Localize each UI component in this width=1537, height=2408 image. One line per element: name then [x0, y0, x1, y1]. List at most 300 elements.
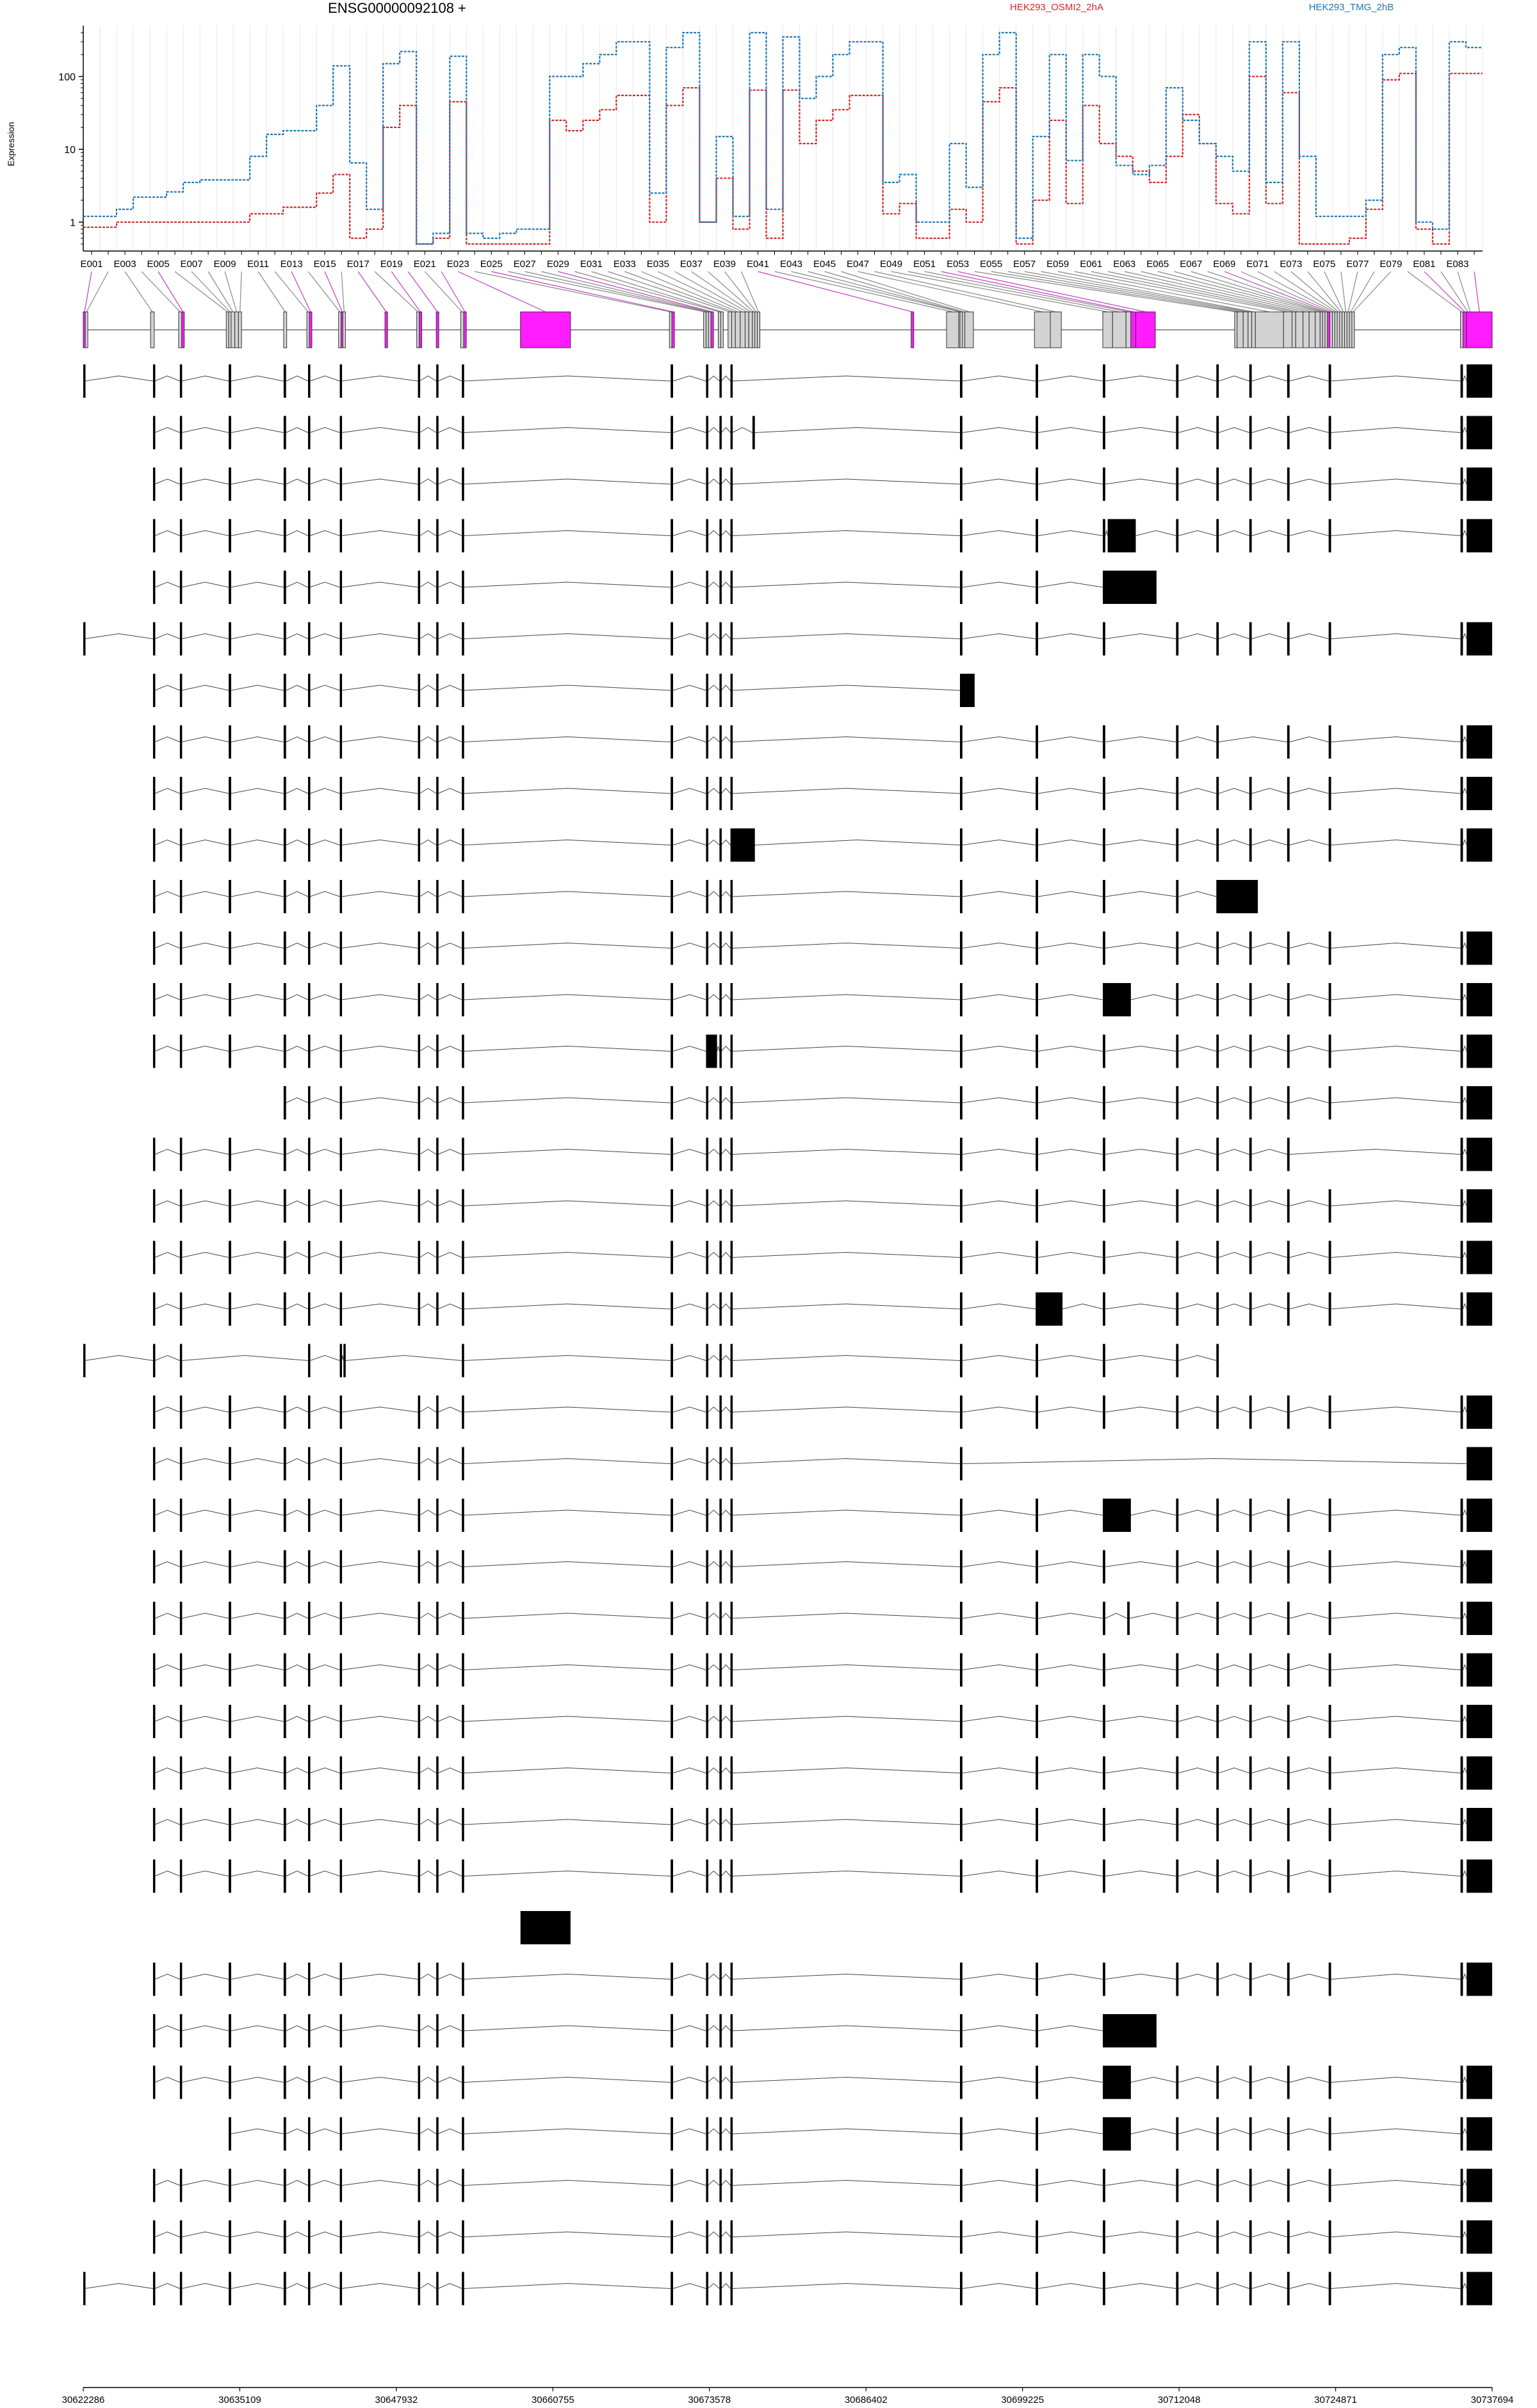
- transcript-exon: [1103, 726, 1105, 759]
- transcript-exon: [960, 1860, 963, 1893]
- intron-line: [1331, 376, 1460, 381]
- transcript-exon: [229, 2272, 231, 2306]
- transcript-track: [153, 777, 1492, 810]
- transcript-exon: [1467, 622, 1492, 656]
- transcript-exon: [1176, 1550, 1178, 1584]
- intron-line: [464, 1510, 671, 1515]
- intron-line: [438, 943, 462, 948]
- transcript-exon: [731, 416, 733, 450]
- intron-line: [708, 685, 719, 690]
- transcript-exon: [706, 2220, 708, 2254]
- transcript-exon: [706, 1086, 708, 1119]
- expression-plot: [58, 26, 1483, 270]
- connector-E021: [425, 272, 462, 312]
- intron-line: [1105, 737, 1176, 742]
- transcript-exon: [229, 519, 231, 553]
- intron-line: [1038, 2181, 1103, 2186]
- transcript-exon: [436, 1086, 439, 1119]
- transcript-exon: [340, 880, 343, 913]
- connector-E084: [1474, 272, 1479, 312]
- intron-line: [1105, 1613, 1127, 1618]
- intron-line: [286, 1871, 308, 1876]
- transcript-exon: [719, 726, 722, 759]
- transcript-exon: [340, 1189, 343, 1223]
- transcript-exon: [960, 1447, 963, 1481]
- intron-line: [963, 1974, 1036, 1980]
- intron-line: [708, 582, 719, 587]
- transcript-exon: [340, 829, 343, 862]
- intron-line: [231, 634, 284, 639]
- transcript-exon: [229, 932, 231, 965]
- transcript-exon: [731, 880, 733, 913]
- intron-line: [708, 1098, 719, 1103]
- transcript-exon: [436, 1241, 439, 1274]
- transcript-exon: [706, 2014, 708, 2047]
- transcript-exon: [284, 1602, 286, 1635]
- transcript-exon: [1467, 2066, 1492, 2099]
- intron-line: [732, 1304, 960, 1309]
- intron-line: [673, 1510, 706, 1515]
- transcript-exon: [340, 1035, 343, 1068]
- intron-line: [1290, 1716, 1329, 1721]
- transcript-exon: [1216, 2169, 1219, 2202]
- intron-line: [1038, 531, 1103, 536]
- transcript-exon: [284, 1086, 286, 1119]
- intron-line: [231, 737, 284, 742]
- intron-line: [341, 1871, 418, 1876]
- transcript-exon: [153, 674, 156, 707]
- intron-line: [438, 1253, 462, 1258]
- transcript-exon: [229, 726, 231, 759]
- intron-line: [963, 2129, 1036, 2134]
- transcript-exon: [1216, 932, 1219, 965]
- transcript-exon: [436, 1138, 439, 1171]
- transcript-exon: [1467, 1602, 1492, 1635]
- transcript-exon: [229, 1550, 231, 1584]
- intron-line: [286, 1819, 308, 1825]
- intron-line: [155, 2181, 180, 2186]
- intron-line: [708, 1562, 719, 1567]
- transcript-exon: [719, 1705, 722, 1738]
- transcript-exon: [719, 1138, 722, 1171]
- intron-line: [673, 1304, 706, 1309]
- transcript-exon: [229, 468, 231, 501]
- intron-line: [1290, 2232, 1329, 2237]
- exon-E031: [720, 312, 723, 348]
- transcript-exon: [706, 364, 708, 398]
- intron-line: [1331, 1613, 1460, 1618]
- transcript-exon: [436, 674, 439, 707]
- intron-line: [182, 2284, 229, 2289]
- transcript-track: [153, 1189, 1492, 1223]
- intron-line: [1290, 1974, 1329, 1980]
- transcript-exon: [706, 2117, 708, 2151]
- intron-line: [419, 737, 436, 742]
- intron-line: [1290, 840, 1329, 845]
- transcript-track: [153, 571, 1157, 604]
- intron-line: [721, 737, 730, 742]
- intron-line: [155, 634, 180, 639]
- intron-line: [1219, 1562, 1249, 1567]
- intron-line: [673, 479, 706, 484]
- intron-line: [963, 1304, 1036, 1309]
- transcript-exon: [229, 364, 231, 398]
- transcript-exon: [284, 416, 286, 450]
- transcript-exon: [340, 1860, 343, 1893]
- transcript-exon: [436, 1602, 439, 1635]
- transcript-exon: [462, 2220, 464, 2254]
- intron-line: [721, 2232, 730, 2237]
- transcript-exon: [229, 2117, 231, 2151]
- intron-line: [1038, 1150, 1103, 1155]
- intron-line: [1178, 2129, 1216, 2134]
- exon-E017: [385, 312, 387, 348]
- transcript-exon: [462, 1654, 464, 1687]
- transcript-exon: [308, 2272, 311, 2306]
- intron-line: [1290, 1768, 1329, 1773]
- transcript-exon: [418, 1550, 421, 1584]
- genomic-tick-label: 30712048: [1157, 2395, 1201, 2405]
- transcript-exon: [153, 777, 156, 810]
- transcript-track: [153, 1860, 1492, 1893]
- intron-line: [231, 1459, 284, 1464]
- transcript-track: [153, 1292, 1492, 1326]
- transcript-exon: [1329, 1035, 1331, 1068]
- intron-line: [85, 2284, 153, 2289]
- x-tick-label: E031: [580, 259, 603, 270]
- transcript-exon: [671, 1654, 673, 1687]
- transcript-track: [284, 1086, 1492, 1119]
- transcript-exon: [462, 1035, 464, 1068]
- intron-line: [464, 1201, 671, 1206]
- intron-line: [182, 1510, 229, 1515]
- intron-line: [1105, 2232, 1176, 2237]
- intron-line: [341, 1716, 418, 1721]
- intron-line: [1252, 1974, 1287, 1980]
- intron-line: [1105, 840, 1176, 845]
- transcript-exon: [340, 519, 343, 553]
- intron-line: [1178, 1665, 1216, 1670]
- transcript-exon: [229, 2169, 231, 2202]
- intron-line: [182, 1665, 229, 1670]
- intron-line: [721, 2026, 730, 2031]
- exon-E057: [1248, 312, 1252, 348]
- intron-line: [341, 891, 418, 897]
- transcript-track: [153, 1963, 1492, 1996]
- transcript-exon: [671, 1241, 673, 1274]
- transcript-exon: [418, 2272, 421, 2306]
- transcript-exon: [1036, 622, 1038, 656]
- transcript-exon: [180, 364, 183, 398]
- transcript-exon: [1036, 1292, 1062, 1326]
- intron-line: [708, 995, 719, 1000]
- intron-line: [732, 1768, 960, 1773]
- transcript-exon: [1249, 1808, 1252, 1841]
- transcript-exon: [1467, 1447, 1492, 1481]
- transcript-exon: [1216, 829, 1219, 862]
- exon-E005: [182, 312, 184, 348]
- transcript-exon: [1461, 1705, 1463, 1738]
- intron-line: [732, 1356, 960, 1361]
- transcript-exon: [153, 983, 156, 1016]
- intron-line: [310, 788, 340, 793]
- intron-line: [231, 891, 284, 897]
- transcript-exon: [418, 468, 421, 501]
- transcript-exon: [1036, 1035, 1038, 1068]
- transcript-exon: [83, 622, 86, 656]
- intron-line: [310, 2181, 340, 2186]
- intron-line: [438, 1716, 462, 1721]
- intron-line: [732, 737, 960, 742]
- intron-line: [1290, 1098, 1329, 1103]
- intron-line: [1038, 1974, 1103, 1980]
- transcript-exon: [180, 1705, 183, 1738]
- intron-line: [1178, 840, 1216, 845]
- transcript-exon: [340, 1395, 343, 1429]
- transcript-exon: [1329, 1499, 1331, 1532]
- transcript-exon: [1176, 1292, 1178, 1326]
- transcript-exon: [462, 364, 464, 398]
- intron-line: [708, 1819, 719, 1825]
- intron-line: [721, 1665, 730, 1670]
- intron-line: [341, 531, 418, 536]
- intron-line: [1219, 737, 1287, 742]
- transcript-exon: [731, 829, 755, 862]
- transcript-exon: [83, 2272, 86, 2306]
- intron-line: [1252, 2284, 1287, 2289]
- intron-line: [341, 479, 418, 484]
- transcript-exon: [706, 983, 708, 1016]
- intron-line: [231, 428, 284, 433]
- intron-line: [1252, 1562, 1287, 1567]
- intron-line: [1252, 1768, 1287, 1773]
- intron-line: [419, 2078, 436, 2083]
- intron-line: [1105, 1768, 1176, 1773]
- transcript-exon: [284, 1808, 286, 1841]
- transcript-exon: [731, 726, 733, 759]
- transcript-exon: [1103, 571, 1157, 604]
- intron-line: [1178, 1716, 1216, 1721]
- intron-line: [1252, 2129, 1287, 2134]
- transcript-exon: [340, 674, 343, 707]
- genomic-tick-label: 30686402: [844, 2395, 888, 2405]
- legend-label-osmi2: HEK293_OSMI2_2hA: [1010, 2, 1103, 13]
- transcript-exon: [229, 829, 231, 862]
- transcript-exon: [436, 1705, 439, 1738]
- intron-line: [310, 1974, 340, 1980]
- intron-line: [1038, 1201, 1103, 1206]
- transcript-track: [83, 622, 1492, 656]
- intron-line: [1105, 1356, 1176, 1361]
- transcript-exon: [180, 1550, 183, 1584]
- transcript-exon: [719, 622, 722, 656]
- transcript-exon: [1287, 1757, 1290, 1790]
- intron-line: [673, 582, 706, 587]
- transcript-exon: [731, 519, 733, 553]
- connector-E017: [358, 272, 386, 312]
- transcript-exon: [308, 1395, 311, 1429]
- transcript-exon: [719, 674, 722, 707]
- intron-line: [419, 1819, 436, 1825]
- transcript-exon: [1127, 1602, 1130, 1635]
- transcript-exon: [153, 1395, 156, 1429]
- intron-line: [438, 634, 462, 639]
- intron-line: [1331, 479, 1460, 484]
- intron-line: [708, 2181, 719, 2186]
- x-tick-label: E037: [679, 259, 703, 270]
- transcript-exon: [1461, 777, 1463, 810]
- intron-line: [1038, 840, 1103, 845]
- intron-line: [732, 891, 960, 897]
- intron-line: [721, 1046, 730, 1052]
- transcript-exon: [308, 983, 311, 1016]
- transcript-exon: [308, 1189, 311, 1223]
- transcript-exon: [308, 2066, 311, 2099]
- intron-line: [1463, 2129, 1467, 2134]
- transcript-exon: [180, 1292, 183, 1326]
- intron-line: [1463, 1665, 1467, 1670]
- transcript-exon: [719, 1550, 722, 1584]
- intron-line: [1038, 737, 1103, 742]
- transcript-exon: [1176, 2117, 1178, 2151]
- intron-line: [1290, 2284, 1329, 2289]
- transcript-exon: [229, 880, 231, 913]
- transcript-exon: [1467, 2272, 1492, 2306]
- transcript-exon: [418, 829, 421, 862]
- intron-line: [310, 1768, 340, 1773]
- transcript-exon: [1176, 1035, 1178, 1068]
- transcript-exon: [1467, 1705, 1492, 1738]
- transcript-exon: [1176, 1705, 1178, 1738]
- intron-line: [721, 995, 730, 1000]
- transcript-exon: [731, 1395, 733, 1429]
- transcript-exon: [1287, 1550, 1290, 1584]
- intron-line: [963, 788, 1036, 793]
- intron-line: [1252, 1304, 1287, 1309]
- intron-line: [85, 634, 153, 639]
- transcript-exon: [436, 622, 439, 656]
- intron-line: [732, 1871, 960, 1876]
- connector-E001: [85, 272, 92, 312]
- intron-line: [1178, 1253, 1216, 1258]
- x-tick-label: E081: [1413, 259, 1436, 270]
- transcript-tracks: [83, 364, 1492, 2306]
- transcript-exon: [308, 1602, 311, 1635]
- transcript-exon: [436, 829, 439, 862]
- transcript-exon: [229, 1499, 231, 1532]
- intron-line: [708, 1716, 719, 1721]
- exon-E061: [1292, 312, 1296, 348]
- intron-line: [310, 531, 340, 536]
- transcript-exon: [418, 1602, 421, 1635]
- intron-line: [1038, 582, 1103, 587]
- connector-E006: [175, 272, 227, 312]
- transcript-exon: [1036, 1963, 1038, 1996]
- transcript-exon: [462, 2117, 464, 2151]
- intron-line: [310, 1665, 340, 1670]
- intron-line: [182, 995, 229, 1000]
- intron-line: [1038, 376, 1103, 381]
- intron-line: [721, 2078, 730, 2083]
- intron-line: [1290, 479, 1329, 484]
- transcript-exon: [436, 1395, 439, 1429]
- transcript-exon: [1329, 1189, 1331, 1223]
- transcript-exon: [1287, 2169, 1290, 2202]
- intron-line: [231, 1046, 284, 1052]
- transcript-exon: [1287, 1808, 1290, 1841]
- transcript-exon: [308, 1808, 311, 1841]
- transcript-exon: [180, 1035, 183, 1068]
- intron-line: [231, 1562, 284, 1567]
- intron-line: [721, 1407, 730, 1412]
- transcript-exon: [706, 1395, 708, 1429]
- transcript-exon: [960, 829, 963, 862]
- transcript-exon: [719, 364, 722, 398]
- transcript-exon: [671, 1344, 673, 1378]
- transcript-exon: [462, 1499, 464, 1532]
- intron-line: [1252, 1407, 1287, 1412]
- transcript-track: [153, 1035, 1492, 1068]
- transcript-exon: [706, 1344, 708, 1378]
- transcript-exon: [462, 1550, 464, 1584]
- transcript-exon: [340, 1086, 343, 1119]
- intron-line: [1463, 479, 1467, 484]
- intron-line: [419, 634, 436, 639]
- transcript-track: [153, 1602, 1492, 1635]
- intron-line: [1219, 376, 1249, 381]
- intron-line: [1463, 2181, 1467, 2186]
- intron-line: [1463, 737, 1467, 742]
- intron-line: [732, 1201, 960, 1206]
- intron-line: [721, 788, 730, 793]
- transcript-exon: [1461, 1499, 1463, 1532]
- intron-line: [464, 2232, 671, 2237]
- intron-line: [438, 1459, 462, 1464]
- transcript-track: [153, 2066, 1492, 2099]
- transcript-exon: [719, 1963, 722, 1996]
- intron-line: [1219, 531, 1249, 536]
- transcript-track: [83, 2272, 1492, 2306]
- intron-line: [341, 582, 418, 587]
- intron-line: [182, 1046, 229, 1052]
- transcript-exon: [436, 468, 439, 501]
- intron-line: [286, 840, 308, 845]
- transcript-exon: [1249, 2169, 1252, 2202]
- transcript-exon: [180, 1499, 183, 1532]
- transcript-exon: [462, 2272, 464, 2306]
- intron-line: [1463, 1613, 1467, 1618]
- transcript-exon: [960, 2066, 963, 2099]
- transcript-exon: [1176, 1395, 1178, 1429]
- intron-line: [732, 1974, 960, 1980]
- transcript-exon: [308, 932, 311, 965]
- intron-line: [1290, 737, 1329, 742]
- transcript-exon: [1216, 1344, 1219, 1378]
- exon-E046: [965, 312, 973, 348]
- transcript-exon: [436, 1757, 439, 1790]
- transcript-exon: [1467, 1550, 1492, 1584]
- transcript-exon: [462, 1808, 464, 1841]
- intron-line: [721, 1098, 730, 1103]
- transcript-exon: [719, 777, 722, 810]
- transcript-exon: [719, 1499, 722, 1532]
- intron-line: [286, 1665, 308, 1670]
- transcript-exon: [1036, 468, 1038, 501]
- intron-line: [1463, 2284, 1467, 2289]
- x-tick-label: E025: [480, 259, 503, 270]
- transcript-track: [153, 1808, 1492, 1841]
- transcript-exon: [719, 1757, 722, 1790]
